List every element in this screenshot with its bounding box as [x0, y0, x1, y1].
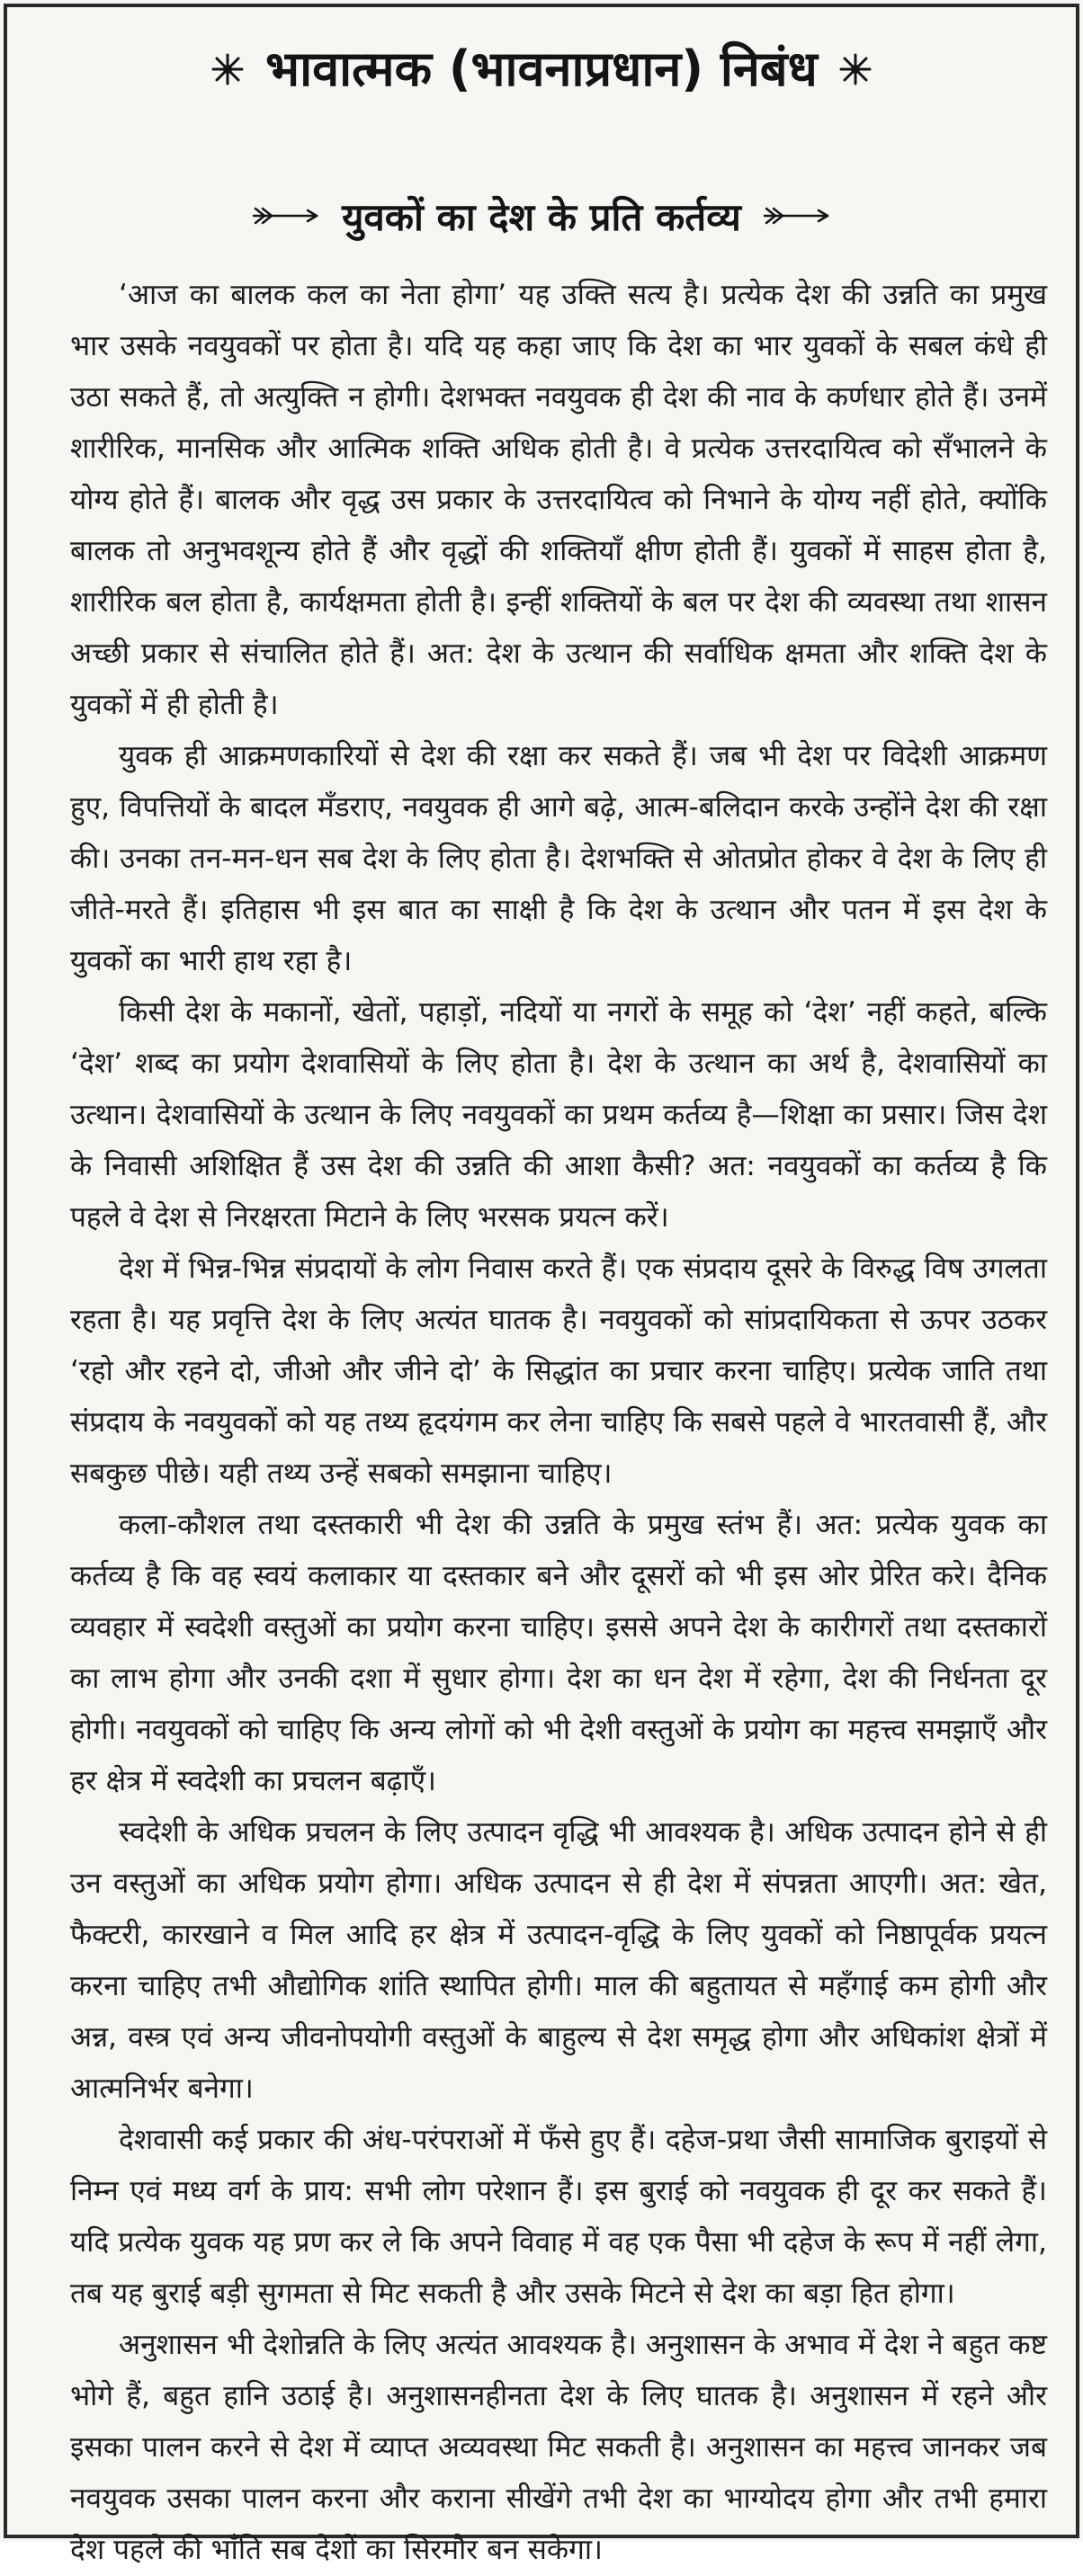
essay-paragraph: किसी देश के मकानों, खेतों, पहाड़ों, नदियों या नगरों के समूह को ‘देश’ नहीं कहते, बल्कि ‘देश’ शब्द का प्रयोग देशवासियों के लिए होता है। देश के उत्थान का अर्थ है, देशवासियों का उत्थान। देशवासियों के उत्थान के लिए नवयुवकों का प्रथम कर्तव्य है—शिक्षा का प्रसार। जिस देश के निवासी अशिक्षित हैं उस देश की उन्नति की आशा कैसी? अत: नवयुवकों का कर्तव्य है कि पहले वे देश से निरक्षरता मिटाने के लिए भरसक प्रयत्न करें।: [70, 996, 1047, 1234]
essay-paragraph: कला-कौशल तथा दस्तकारी भी देश की उन्नति के प्रमुख स्तंभ हैं। अत: प्रत्येक युवक का कर्तव्य है कि वह स्वयं कलाकार या दस्तकार बने और दूसरों को भी इस ओर प्रेरित करे। दैनिक व्यवहार में स्वदेशी वस्तुओं का प्रयोग करना चाहिए। इससे अपने देश के कारीगरों तथा दस्तकारों का लाभ होगा और उनकी दशा में सुधार होगा। देश का धन देश में रहेगा, देश की निर्धनता दूर होगी। नवयुवकों को चाहिए कि अन्य लोगों को भी देशी वस्तुओं के प्रयोग का महत्त्व समझाएँ और हर क्षेत्र में स्वदेशी का प्रचलन बढ़ाएँ।: [70, 1509, 1047, 1797]
essay-paragraph: ‘आज का बालक कल का नेता होगा’ यह उक्ति सत्य है। प्रत्येक देश की उन्नति का प्रमुख भार उसके नवयुवकों पर होता है। यदि यह कहा जाए कि देश का भार युवकों के सबल कंधे ही उठा सकते हैं, तो अत्युक्ति न होगी। देशभक्त नवयुवक ही देश की नाव के कर्णधार होते हैं। उनमें शारीरिक, मानसिक और आत्मिक शक्ति अधिक होती है। वे प्रत्येक उत्तरदायित्व को सँभालने के योग्य होते हैं। बालक और वृद्ध उस प्रकार के उत्तरदायित्व को निभाने के योग्य नहीं होते, क्योंकि बालक तो अनुभवशून्य होते हैं और वृद्धों की शक्तियाँ क्षीण होती हैं। युवकों में साहस होता है, शारीरिक बल होता है, कार्यक्षमता होती है। इन्हीं शक्तियों के बल पर देश की व्यवस्था तथा शासन अच्छी प्रकार से संचालित होते हैं। अत: देश के उत्थान की सर्वाधिक क्षमता और शक्ति देश के युवकों में ही होती है।: [70, 279, 1047, 721]
essay-paragraph: देशवासी कई प्रकार की अंध-परंपराओं में फँसे हुए हैं। दहेज-प्रथा जैसी सामाजिक बुराइयों से निम्न एवं मध्य वर्ग के प्राय: सभी लोग परेशान हैं। इस बुराई को नवयुवक ही दूर कर सकते हैं। यदि प्रत्येक युवक यह प्रण कर ले कि अपने विवाह में वह एक पैसा भी दहेज के रूप में नहीं लेगा, तब यह बुराई बड़ी सुगमता से मिट सकती है और उसके मिटने से देश का बड़ा हित होगा।: [70, 2124, 1047, 2310]
essay-body: [70, 270, 1047, 2576]
arrow-flourish-icon: [252, 205, 320, 227]
main-heading: [0, 20, 1083, 119]
arrow-flourish-icon: [763, 205, 831, 227]
main-heading-text: भावात्मक (भावनाप्रधान) निबंध: [265, 40, 818, 97]
essay-paragraph: अनुशासन भी देशोन्नति के लिए अत्यंत आवश्यक है। अनुशासन के अभाव में देश ने बहुत कष्ट भोगे हैं, बहुत हानि उठाई है। अनुशासनहीनता देश के लिए घातक है। अनुशासन में रहने और इसका पालन करने से देश में व्याप्त अव्यवस्था मिट सकती है। अनुशासन का महत्त्व जानकर जब नवयुवक उसका पालन करना और कराना सीखेंगे तभी देश का भाग्योदय होगा और तभी हमारा देश पहले की भाँति सब देशों का सिरमौर बन सकेगा।: [70, 2329, 1047, 2566]
floral-ornament-icon: [210, 51, 246, 87]
essay-paragraph: देश में भिन्न-भिन्न संप्रदायों के लोग निवास करते हैं। एक संप्रदाय दूसरे के विरुद्ध विष उगलता रहता है। यह प्रवृत्ति देश के लिए अत्यंत घातक है। नवयुवकों को सांप्रदायिकता से ऊपर उठकर ‘रहो और रहने दो, जीओ और जीने दो’ के सिद्धांत का प्रचार करना चाहिए। प्रत्येक जाति तथा संप्रदाय के नवयुवकों को यह तथ्य हृदयंगम कर लेना चाहिए कि सबसे पहले वे भारतवासी हैं, और सबकुछ पीछे। यही तथ्य उन्हें सबको समझाना चाहिए।: [70, 1252, 1047, 1490]
essay-paragraph: स्वदेशी के अधिक प्रचलन के लिए उत्पादन वृद्धि भी आवश्यक है। अधिक उत्पादन होने से ही उन वस्तुओं का अधिक प्रयोग होगा। अधिक उत्पादन से ही देश में संपन्नता आएगी। अत: खेत, फैक्टरी, कारखाने व मिल आदि हर क्षेत्र में उत्पादन-वृद्धि के लिए युवकों को निष्ठापूर्वक प्रयत्न करना चाहिए तभी औद्योगिक शांति स्थापित होगी। माल की बहुतायत से महँगाई कम होगी और अन्न, वस्त्र एवं अन्य जीवनोपयोगी वस्तुओं के बाहुल्य से देश समृद्ध होगा और अधिकांश क्षेत्रों में आत्मनिर्भर बनेगा।: [70, 1816, 1047, 2105]
essay-title: [0, 180, 1083, 252]
essay-paragraph: युवक ही आक्रमणकारियों से देश की रक्षा कर सकते हैं। जब भी देश पर विदेशी आक्रमण हुए, विपत्तियों के बादल मँडराए, नवयुवक ही आगे बढ़े, आत्म-बलिदान करके उन्होंने देश की रक्षा की। उनका तन-मन-धन सब देश के लिए होता है। देशभक्ति से ओतप्रोत होकर वे देश के लिए ही जीते-मरते हैं। इतिहास भी इस बात का साक्षी है कि देश के उत्थान और पतन में इस देश के युवकों का भारी हाथ रहा है।: [70, 740, 1047, 977]
essay-title-text: युवकों का देश के प्रति कर्तव्य: [342, 194, 741, 239]
floral-ornament-icon: [837, 51, 873, 87]
